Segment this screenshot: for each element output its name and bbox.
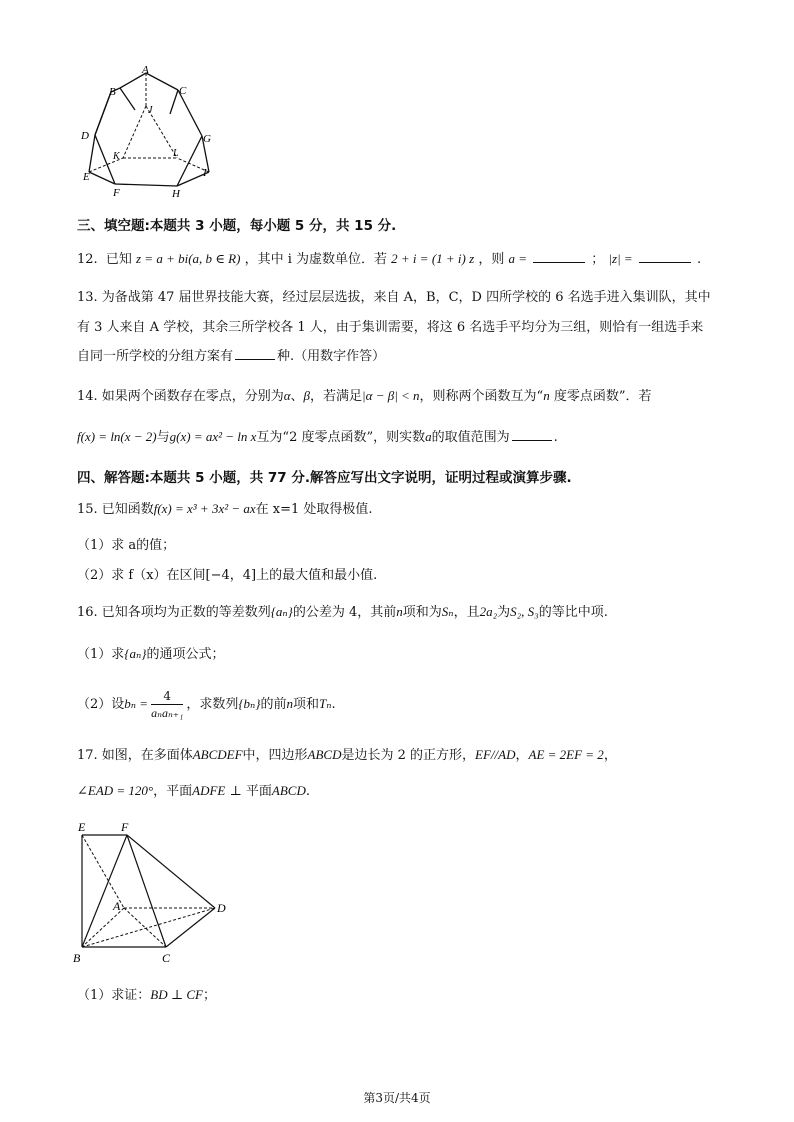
q16-s2d: 项和: [293, 697, 320, 712]
q12-number: 12.: [77, 252, 98, 267]
q17-quad: ABCD: [307, 747, 342, 762]
q17-p7: 平面: [245, 784, 272, 799]
q12-text-1: 已知: [105, 252, 132, 267]
q14-line1d: 度零点函数”．若: [549, 389, 652, 404]
q16-frac-num: 4: [151, 688, 183, 705]
q16-p5: 为: [497, 605, 511, 620]
q16-s1b: 的通项公式；: [146, 647, 225, 662]
q12-text-2: ，其中 i 为虚数单位．若: [244, 252, 388, 267]
question-16: [77, 602, 608, 623]
label-D: D: [217, 901, 226, 915]
q12-sep: ；: [591, 252, 605, 267]
q16-n: n: [396, 604, 403, 619]
q16-p3: 项和为: [402, 605, 442, 620]
q17-ae: AE = 2EF = 2: [528, 747, 604, 762]
question-12: [77, 249, 701, 270]
q12-math-z: z = a + bi(a, b ∈ R): [135, 251, 241, 266]
q14-alpha: α: [283, 388, 291, 403]
polyhedron-figure-1: [75, 62, 225, 202]
q13-blank[interactable]: [235, 347, 275, 360]
label-C: C: [179, 85, 187, 97]
q15-p1: 已知函数: [101, 502, 154, 517]
q14-line1b: ，若满足: [310, 389, 363, 404]
q12-text-3: ，则: [478, 252, 505, 267]
q14-end: .: [553, 430, 558, 445]
q16-sub-2: [77, 686, 336, 723]
q14-line2c: 的取值范围为: [431, 430, 510, 445]
q15-sub-1: （1）求 a的值；: [77, 538, 176, 553]
q12-blank-a[interactable]: [533, 250, 585, 263]
q16-s2e: .: [331, 697, 336, 712]
page-footer: 第3页/共4页: [363, 1091, 431, 1105]
question-15: [77, 499, 373, 520]
q12-blank-absz[interactable]: [639, 250, 691, 263]
q14-line1c: ，则称两个函数互为“: [419, 389, 544, 404]
q12-end: .: [696, 252, 702, 267]
q16-s1a: （1）求: [77, 647, 125, 662]
q16-s2c: 的前: [260, 697, 287, 712]
q13-line1: 为备战第 47 届世界技能大赛，经过层层选拔，来自 A，B，C，D 四所学校的 6 名选手进入集训队，其中: [101, 290, 711, 305]
q17-s1a: （1）求证：: [77, 988, 151, 1003]
label-C: C: [162, 951, 171, 965]
q13-number: 13.: [77, 290, 98, 305]
q16-a2: 2a₂: [479, 604, 498, 619]
q17-plane1: ADFE: [192, 783, 226, 798]
label-D: D: [81, 130, 89, 142]
q16-p1: 已知各项均为正数的等差数列: [101, 605, 271, 620]
q14-beta: β: [303, 388, 311, 403]
q17-s1b: ；: [202, 988, 216, 1003]
label-E: E: [78, 820, 86, 834]
q14-blank[interactable]: [512, 428, 552, 441]
q15-sub-2: （2）求 f（x）在区间[−4，4]上的最大值和最小值.: [77, 568, 378, 583]
q16-an: {aₙ}: [270, 604, 293, 619]
section-3-heading: 三、填空题:本题共 3 小题，每小题 5 分，共 15 分.: [77, 218, 397, 234]
q16-bn: bₙ =: [124, 696, 149, 711]
q17-poly: ABCDEF: [192, 747, 243, 762]
q14-sep: 、: [290, 389, 304, 404]
q16-S23: S₂, S₃: [510, 604, 539, 619]
question-14-line-1: [77, 386, 651, 407]
q17-p5: ，: [603, 748, 617, 763]
q16-p2: 的公差为 4，其前: [292, 605, 397, 620]
q16-p4: ，且: [453, 605, 480, 620]
q12-math-absz: |z| =: [608, 251, 633, 266]
question-17-line-2: [77, 781, 310, 802]
q17-s1m: BD ⊥ CF: [150, 987, 203, 1002]
q14-a: a: [425, 429, 432, 444]
q15-fx: f(x) = x³ + 3x² − ax: [153, 501, 256, 516]
question-13-line-3: [77, 347, 385, 367]
label-F: F: [113, 187, 120, 199]
q16-Tn: Tₙ: [319, 696, 332, 711]
q16-number: 16.: [77, 605, 98, 620]
q17-angle: ∠EAD = 120°: [77, 783, 154, 798]
label-K: K: [113, 151, 120, 162]
q17-sub-1: [77, 985, 216, 1006]
q17-plane2: ABCD: [271, 783, 306, 798]
q14-number: 14.: [77, 389, 98, 404]
q14-line1a: 如果两个函数存在零点，分别为: [101, 389, 284, 404]
q17-p8: .: [305, 784, 310, 799]
q14-cond: |α − β| < n: [362, 388, 420, 403]
q16-frac-den: aₙaₙ₊₁: [151, 706, 184, 720]
q13-line2: 有 3 人来自 A 学校，其余三所学校各 1 人，由于集训需要，将这 6 名选手平均分为三组，则恰有一组选手来: [77, 320, 704, 335]
q17-number: 17.: [77, 748, 98, 763]
q17-p6: ，平面: [153, 784, 193, 799]
q17-p4: ，: [515, 748, 529, 763]
q16-p6: 的等比中项.: [538, 605, 608, 620]
q16-fraction: [151, 688, 183, 721]
q14-n: n: [543, 388, 550, 403]
label-L: L: [173, 148, 179, 159]
label-E: E: [83, 171, 90, 183]
q17-perp: ⊥: [225, 784, 246, 799]
label-B: B: [109, 86, 116, 98]
q16-s1m: {aₙ}: [124, 646, 147, 661]
q17-p3: 是边长为 2 的正方形，: [341, 748, 476, 763]
q15-number: 15.: [77, 502, 98, 517]
q16-Sn: Sₙ: [441, 604, 454, 619]
question-17-line-1: [77, 745, 617, 766]
q16-s2b: ，求数列: [186, 697, 239, 712]
q14-f: f(x) = ln(x − 2): [77, 429, 157, 444]
label-H: H: [172, 188, 180, 200]
q17-p2: 中，四边形: [242, 748, 308, 763]
label-A: A: [113, 899, 121, 913]
section-4-heading: 四、解答题:本题共 5 小题，共 77 分.解答应写出文字说明，证明过程或演算步骤.: [77, 470, 572, 486]
q16-s2n: n: [286, 696, 294, 711]
q12-math-eq: 2 + i = (1 + i) z: [391, 251, 475, 266]
label-A: A: [142, 64, 149, 76]
q16-bseq: {bₙ}: [238, 696, 261, 711]
q14-line2b: 互为“2 度零点函数”，则实数: [256, 430, 426, 445]
q13-line3b: 种.（用数字作答）: [277, 349, 386, 364]
question-13-line-1: [77, 288, 711, 308]
q12-math-a: a =: [508, 251, 527, 266]
q14-g: g(x) = ax² − ln x: [169, 429, 257, 444]
q17-ef: EF//AD: [475, 747, 516, 762]
label-J: J: [148, 105, 153, 116]
label-B: B: [73, 951, 81, 965]
q16-s2a: （2）设: [77, 697, 125, 712]
q17-p1: 如图，在多面体: [101, 748, 193, 763]
q16-sub-1: [77, 644, 224, 665]
question-14-line-2: [77, 427, 558, 448]
q14-with: 与: [156, 430, 170, 445]
polyhedron-figure-2: [70, 816, 240, 966]
label-G: G: [203, 133, 211, 145]
q13-line3a: 自同一所学校的分组方案有: [77, 349, 234, 364]
label-I: I: [203, 167, 207, 179]
q15-p2: 在 x=1 处取得极值.: [255, 502, 373, 517]
label-F: F: [121, 820, 129, 834]
